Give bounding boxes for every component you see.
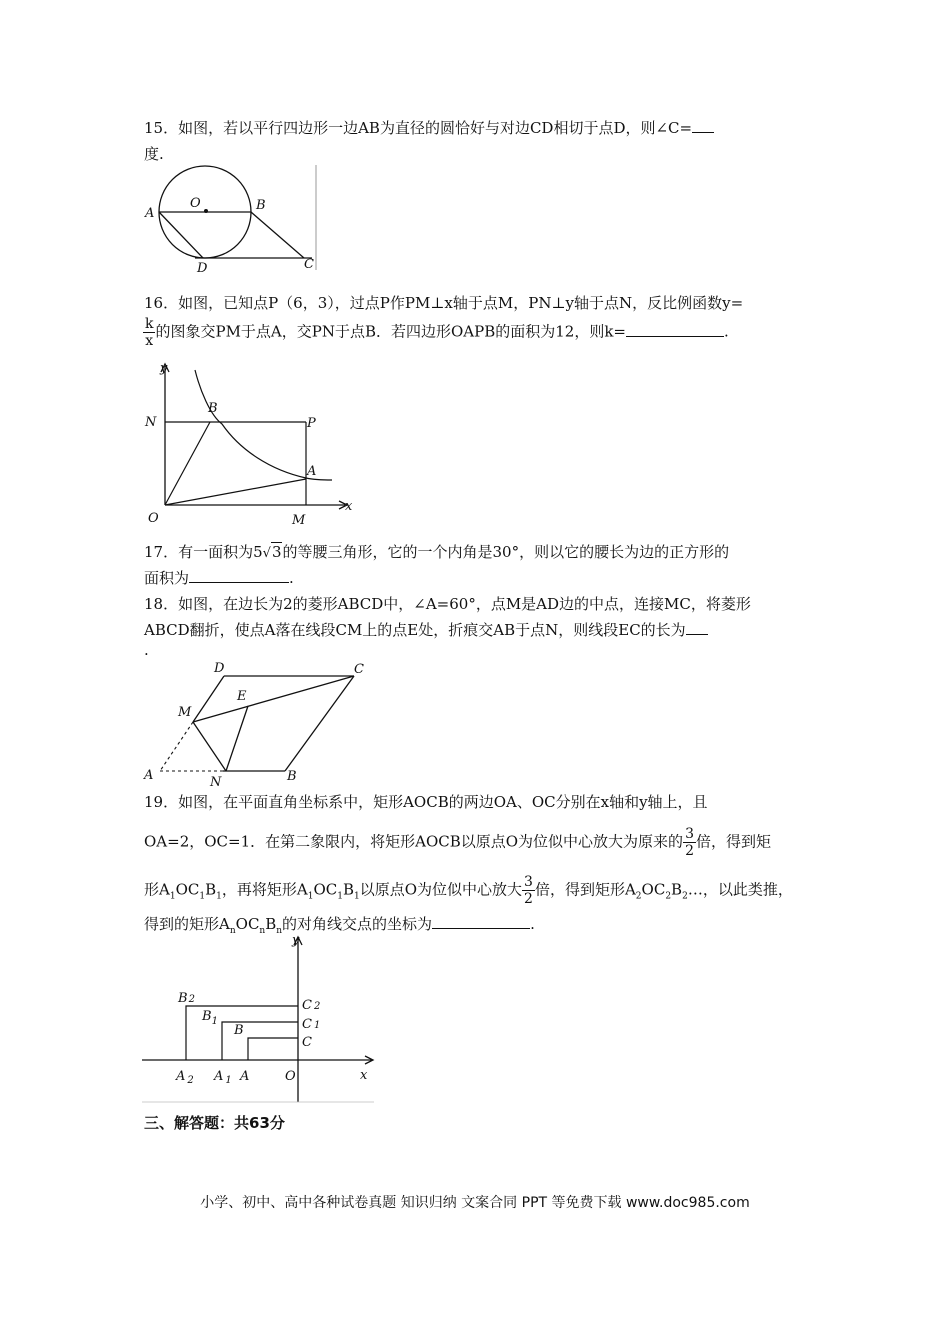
label-y: y	[292, 933, 300, 948]
answer-blank[interactable]	[189, 568, 289, 583]
label-B2: B2	[178, 991, 195, 1006]
label-C: C	[302, 1035, 312, 1050]
label-E: E	[237, 689, 247, 704]
label-B: B	[256, 198, 266, 213]
q17-text-line1: 17．有一面积为5√3的等腰三角形，它的一个内角是30°，则以它的腰长为边的正方形的	[144, 543, 730, 561]
label-M: M	[178, 705, 192, 720]
answer-blank[interactable]	[432, 914, 530, 929]
q18-text-line2: ABCD翻折，使点A落在线段CM上的点E处，折痕交AB于点N，则线段EC的长为	[144, 620, 708, 640]
q17-text-line2: 面积为 .	[144, 569, 294, 587]
label-B: B	[208, 401, 218, 416]
label-O: O	[285, 1069, 296, 1084]
q19-text-line3: 形$A_1OC_1B_1$，再将矩形$A_1OC_1B_1$以原点O为位似中心放大 $\frac{3}{2}$ 倍，得到矩形$A_2OC_2B_2\dots$，以此类推，	[144, 874, 793, 907]
q16-figure	[140, 360, 355, 530]
label-O: O	[190, 196, 201, 211]
fraction-3-over-2: $\frac{3}{2}$	[524, 874, 533, 907]
q19-text-line1: 19．如图，在平面直角坐标系中，矩形AOCB的两边OA、OC分别在x轴和y轴上，且	[144, 793, 708, 811]
q15-text-line2: 度.	[144, 145, 164, 163]
label-B: B	[287, 769, 297, 784]
q18-figure	[140, 656, 370, 788]
sqrt-3: 3	[271, 543, 282, 561]
label-A: A	[307, 464, 317, 479]
q19-figure	[142, 932, 377, 1104]
q16-text-line2: $\frac{k}{x}$ 的图象交PM于点A，交PN于点B．若四边形OAPB的面积为12，则k= .	[145, 316, 729, 349]
label-N: N	[210, 775, 222, 790]
q15-text-line1: 15．如图，若以平行四边形一边AB为直径的圆恰好与对边CD相切于点D，则∠C=	[144, 118, 714, 138]
q18-text-line3: .	[144, 641, 149, 659]
q19-text-line2: OA=2，OC=1．在第二象限内，将矩形AOCB以原点O为位似中心放大为原来的 $\frac{3}{2}$ 倍，得到矩	[144, 826, 771, 859]
label-M: M	[292, 513, 306, 528]
q15-figure	[140, 160, 325, 275]
fraction-k-over-x: $\frac{k}{x}$	[145, 316, 154, 349]
label-A2: A $_2$	[176, 1069, 194, 1086]
label-B1: $B_1$	[202, 1009, 218, 1027]
label-C: C	[354, 662, 364, 677]
q18-text-line1: 18．如图，在边长为2的菱形ABCD中，∠A=60°，点M是AD边的中点，连接MC，将菱形	[144, 595, 751, 613]
label-C: C	[304, 257, 314, 272]
label-A1: A $_1$	[214, 1069, 232, 1086]
label-A: A	[240, 1069, 250, 1084]
label-B: B	[234, 1023, 244, 1038]
q19-text-line4: 得到的矩形$A_nOC_nB_n$的对角线交点的坐标为 .	[144, 915, 535, 936]
label-D: D	[197, 261, 208, 276]
label-D: D	[214, 661, 225, 676]
label-C2: C 2	[302, 998, 321, 1013]
fraction-3-over-2: $\frac{3}{2}$	[685, 826, 694, 859]
section-heading: 三、解答题：共63分	[144, 1114, 285, 1132]
answer-blank[interactable]	[692, 118, 714, 133]
label-A: A	[144, 768, 154, 783]
label-x: x	[360, 1068, 368, 1083]
label-y: y	[160, 361, 168, 376]
label-N: N	[145, 415, 157, 430]
q16-text-line1: 16．如图，已知点P（6，3），过点P作PM⊥x轴于点M，PN⊥y轴于点N，反比例函数y=	[144, 294, 744, 312]
label-x: x	[345, 499, 353, 514]
label-O: O	[148, 511, 159, 526]
label-C1: C 1	[302, 1017, 321, 1032]
answer-blank[interactable]	[626, 322, 724, 337]
answer-blank[interactable]	[686, 620, 708, 635]
label-A: A	[145, 206, 155, 221]
footer-text: 小学、初中、高中各种试卷真题 知识归纳 文案合同 PPT 等免费下载 www.doc985.com	[200, 1195, 750, 1211]
label-P: P	[307, 416, 316, 431]
